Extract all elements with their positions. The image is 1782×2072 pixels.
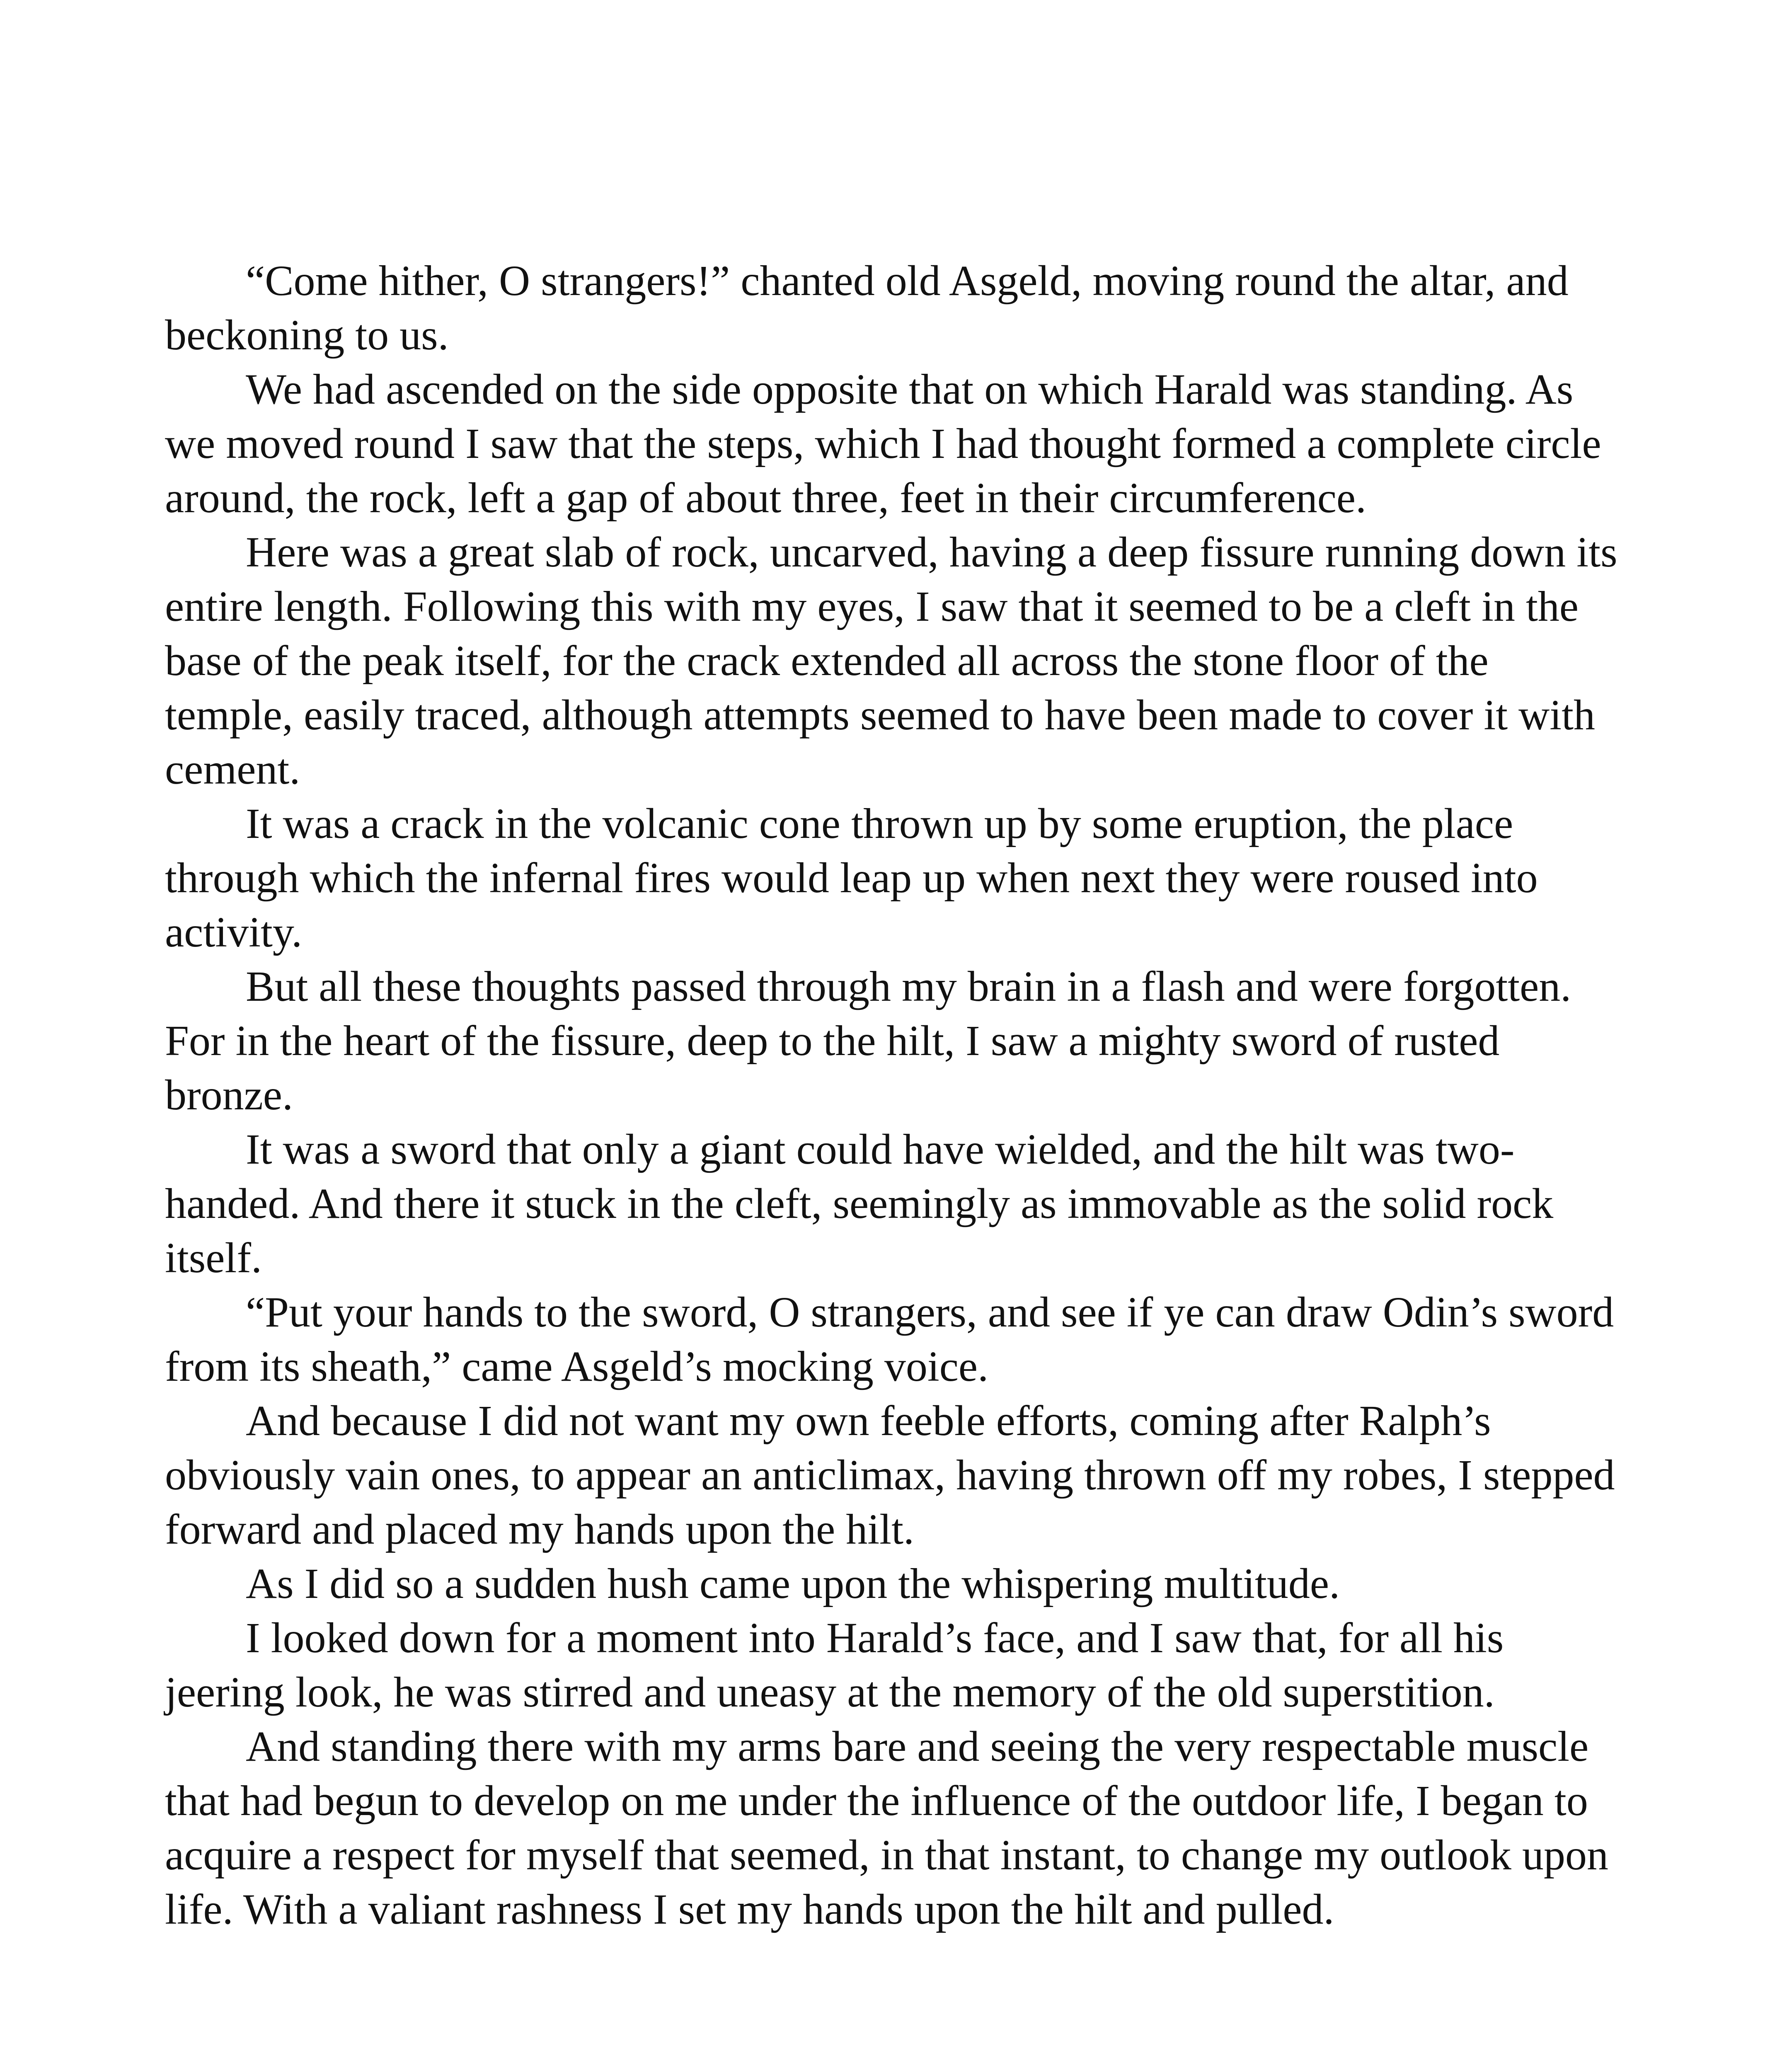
paragraph: “Come hither, O strangers!” chanted old Asgeld, moving round the altar, and beckoning to us. [165,257,1569,359]
paragraph: And because I did not want my own feeble efforts, coming after Ralph’s obviously vain ones, to appear an anticlimax, having thrown off my robes, I stepped forward and placed my hands upon the hilt. [165,1397,1615,1553]
paragraph: It was a sword that only a giant could have wielded, and the hilt was two-handed. And there it stuck in the cleft, seemingly as immovable as the solid rock itself. [165,1126,1554,1282]
paragraph: Here was a great slab of rock, uncarved, having a deep fissure running down its entire length. Following this with my eyes, I saw that it seemed to be a cleft in the base of the peak itself, for the crack extended all across the stone floor of the temple, easily traced, although attempts seemed to have been made to cover it with cement. [165,528,1617,793]
paragraph: But all these thoughts passed through my brain in a flash and were forgotten. For in the heart of the fissure, deep to the hilt, I saw a mighty sword of rusted bronze. [165,963,1571,1119]
paragraph: “Put your hands to the sword, O strangers, and see if ye can draw Odin’s sword from its sheath,” came Asgeld’s mocking voice. [165,1288,1614,1390]
body-text [165,254,1624,1936]
paragraph: And standing there with my arms bare and seeing the very respectable muscle that had begun to develop on me under the influence of the outdoor life, I began to acquire a respect for myself that seemed, in that instant, to change my outlook upon life. With a valiant rashness I set my hands upon the hilt and pulled. [165,1723,1608,1933]
paragraph: We had ascended on the side opposite that on which Harald was standing. As we moved round I saw that the steps, which I had thought formed a complete circle around, the rock, left a gap of about three, feet in their circumference. [165,366,1601,522]
paragraph: As I did so a sudden hush came upon the whispering multitude. [246,1560,1340,1607]
paragraph: It was a crack in the volcanic cone thrown up by some eruption, the place through which the infernal fires would leap up when next they were roused into activity. [165,800,1538,956]
paragraph: I looked down for a moment into Harald’s face, and I saw that, for all his jeering look, he was stirred and uneasy at the memory of the old superstition. [165,1614,1504,1716]
